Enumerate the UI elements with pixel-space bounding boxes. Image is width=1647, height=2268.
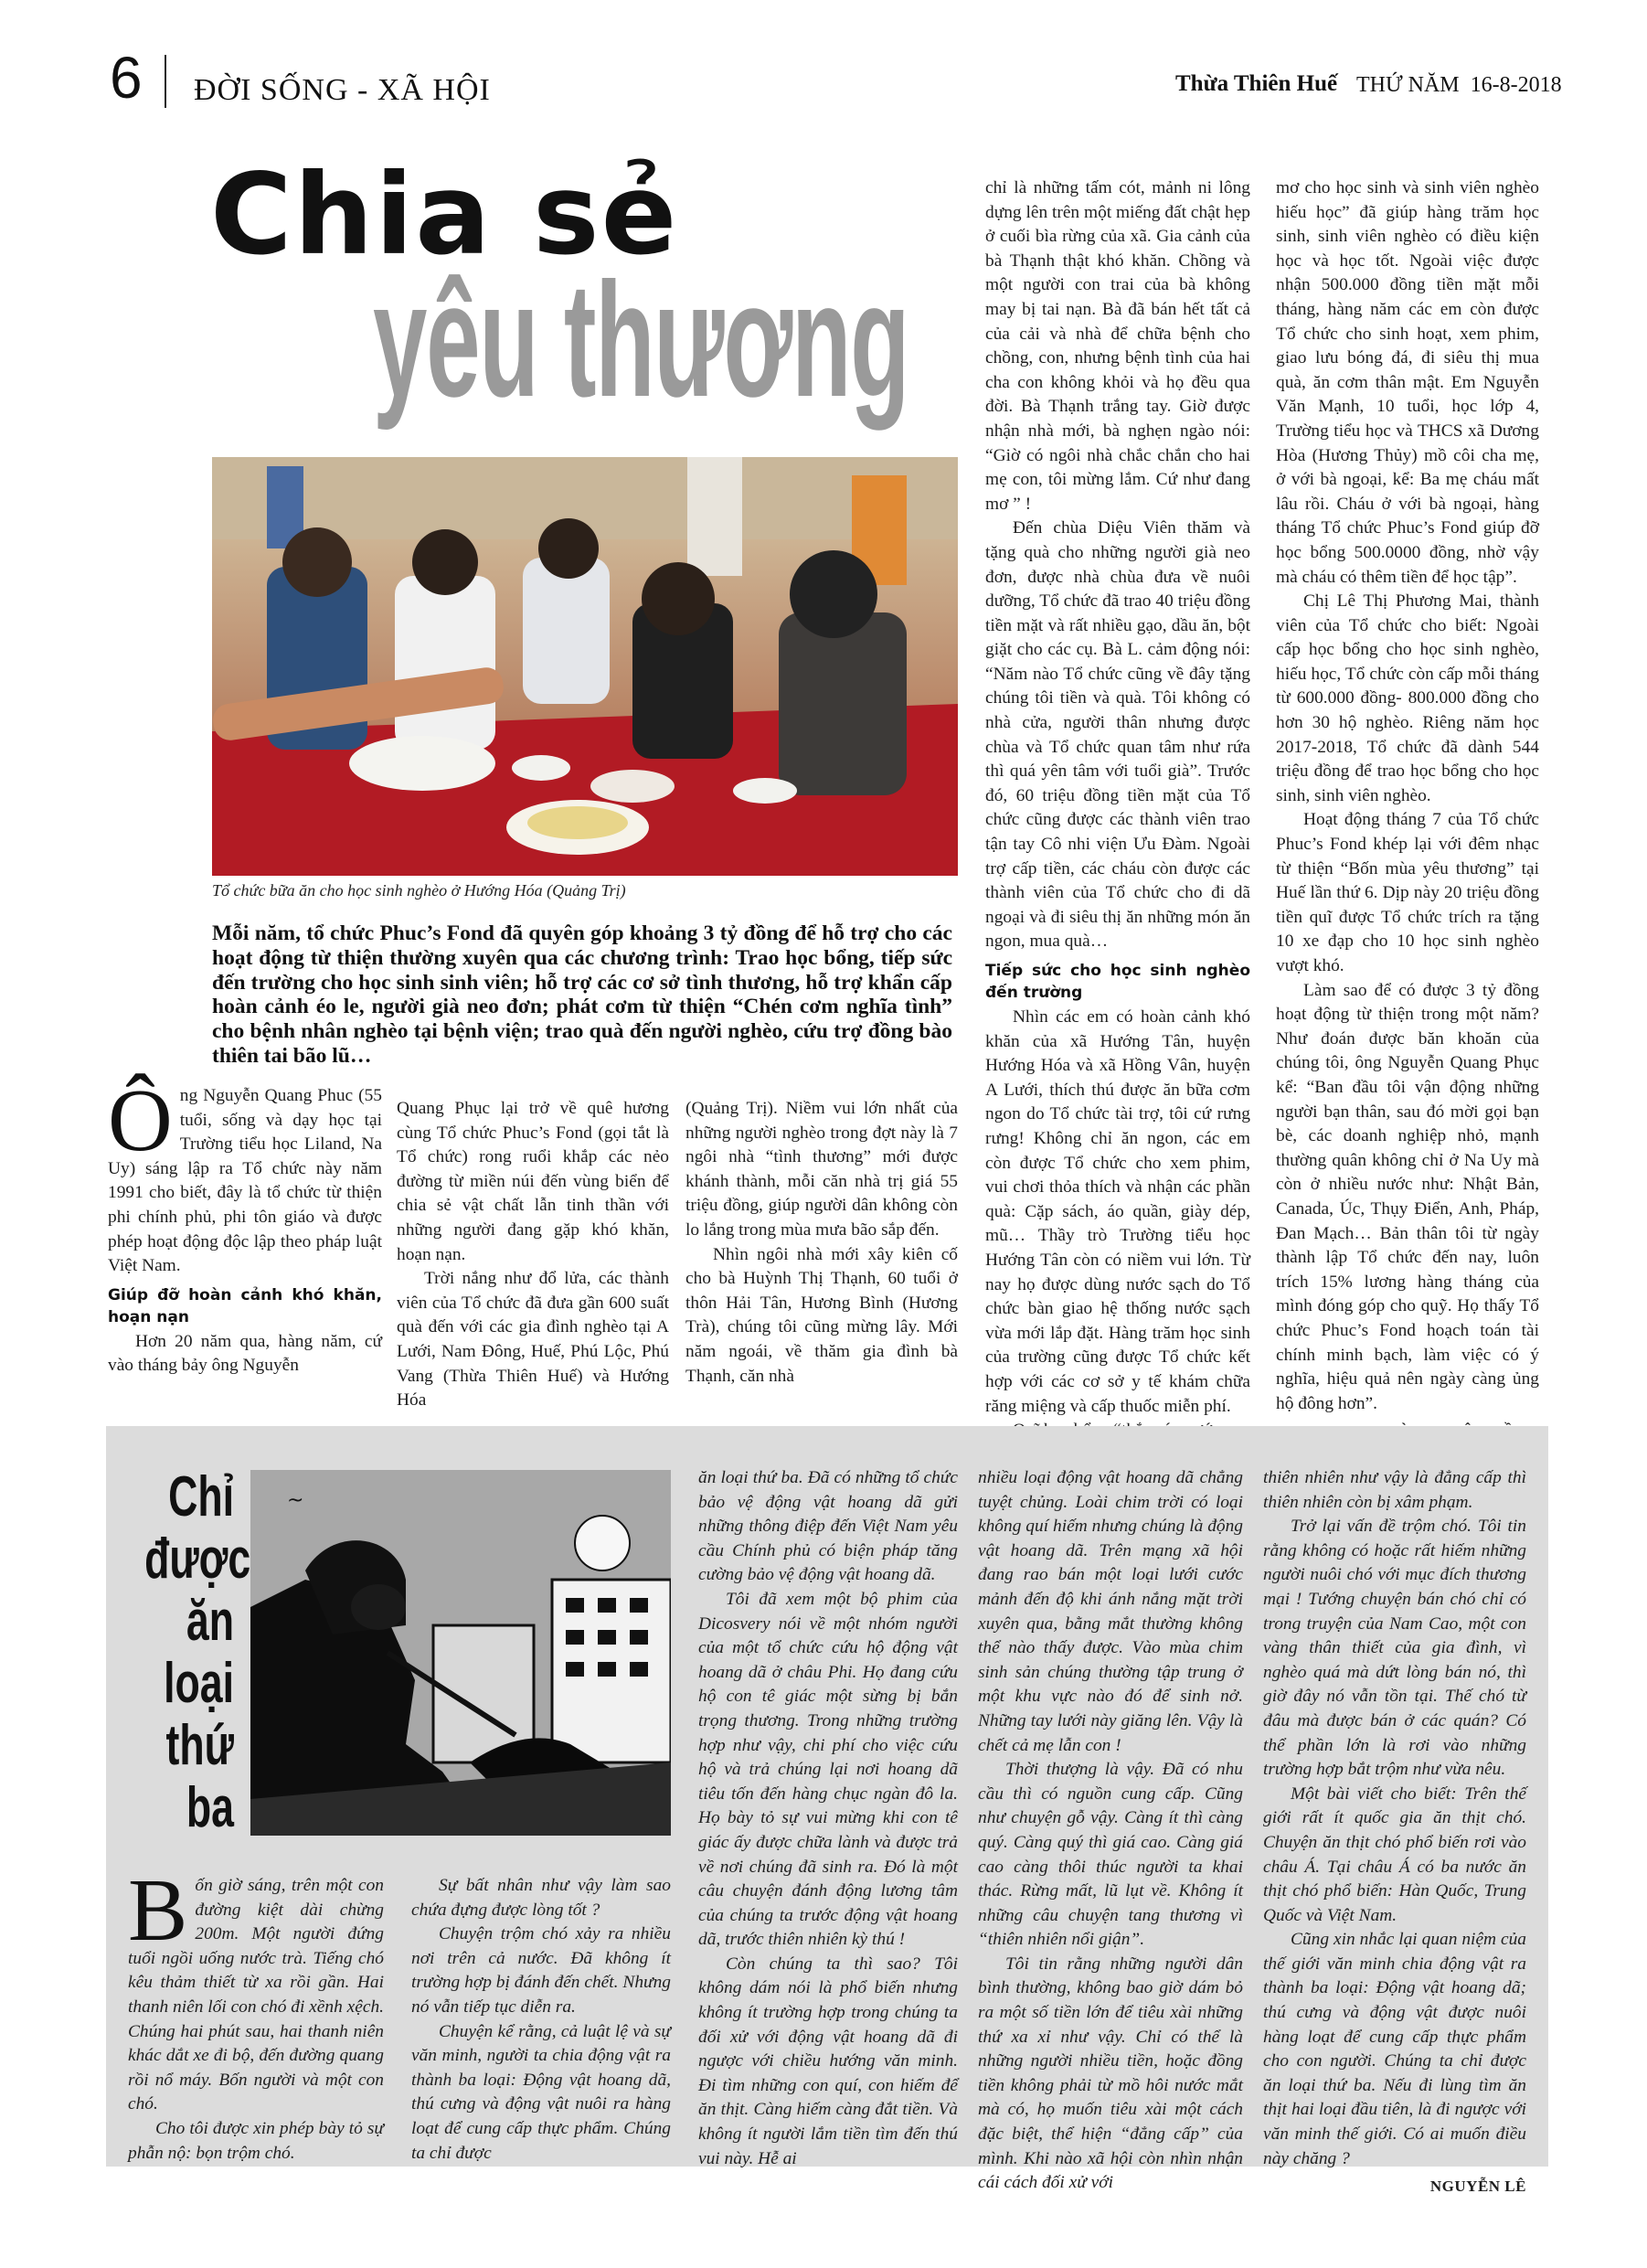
article2-author: NGUYỄN LÊ — [1429, 2177, 1526, 2196]
article2-col5-paragraph4: Cũng xin nhắc lại quan niệm của thế giới văn minh chia động vật ra thành ba loại: Động vật hoang dã; thú cưng và động vật được nuôi hàng loạt để cung cấp thực phẩm cho con người. Chúng ta chỉ được ăn loại thứ ba. Nếu đi lùng tìm ăn thịt hai loại đầu tiên, là đi ngược với văn minh thế giới. Có ai muốn điều này chăng ? — [1263, 1930, 1526, 2168]
article2-title-line6: ba — [186, 1776, 234, 1839]
article1-col1-paragraph1: ng Nguyễn Quang Phuc (55 tuổi, sống và dạy học tại Trường tiểu học Liland, Na Uy) sáng lập ra Tổ chức này năm 1991 cho biết, đây là tổ chức từ thiện phi chính phủ, phi tôn giáo và được phép hoạt động độc lập theo pháp luật Việt Nam. — [108, 1086, 382, 1276]
section-title: ĐỜI SỐNG - XÃ HỘI — [194, 73, 491, 107]
article2-column5 — [1263, 1466, 1526, 2199]
article2-column3 — [698, 1466, 958, 2171]
article1-photo — [212, 457, 958, 876]
article1-col3-paragraph1: (Quảng Trị). Niềm vui lớn nhất của những người nghèo trong đợt này là 7 ngôi nhà “tình thương” mới được khánh thành, mỗi căn nhà trị giá 55 triệu đồng, giúp người dân không còn lo lắng trong mùa mưa bão sắp đến. — [685, 1099, 958, 1240]
article1-col5-paragraph3: Hoạt động tháng 7 của Tổ chức Phuc’s Fond khép lại với đêm nhạc từ thiện “Bốn mùa yêu thương” tại Huế lần thứ 6. Dịp này 20 triệu đồng tiền quĩ được Tổ chức trích ra tặng 10 xe đạp cho 10 học sinh nghèo vượt khó. — [1276, 810, 1539, 975]
header-divider — [165, 55, 166, 108]
children-eating-photo-icon — [212, 457, 958, 876]
article1-column2 — [397, 1097, 669, 1413]
article1-photo-caption: Tổ chức bữa ăn cho học sinh nghèo ở Hướng Hóa (Quảng Trị) — [212, 881, 626, 900]
svg-text:~: ~ — [287, 1489, 304, 1512]
article1-column4 — [985, 176, 1250, 1443]
article2-col2-paragraph2: Chuyện trộm chó xảy ra nhiều nơi trên cả nước. Đã không ít trường hợp bị đánh đến chết. Nhưng nó vẫn tiếp tục diễn ra. — [411, 1924, 671, 2017]
issue-date: THỨ NĂM 16-8-2018 — [1356, 73, 1562, 97]
article2-col5-paragraph1: thiên nhiên như vậy là đẳng cấp thì thiên nhiên còn bị xâm phạm. — [1263, 1468, 1526, 1512]
article2-col3-paragraph1: ăn loại thứ ba. Đã có những tổ chức bảo vệ động vật hoang dã gửi những thông điệp đến Việt Nam yêu cầu Chính phủ có biện pháp tăng cường bảo vệ động vật hoang dã. — [698, 1468, 958, 1585]
article2-col4-paragraph1: nhiều loại động vật hoang dã chẳng tuyệt chủng. Loài chim trời có loại không quí hiếm nhưng chúng là động vật hoang dã. Trên mạng xã hội đang rao bán một loại lưới cước mảnh đến độ khi ánh nắng mặt trời xuyên qua, bằng mắt thường không thể nào thấy được. Vào mùa chim sinh sản chúng thường tập trung ở một khu vực nào đó để sinh nở. Những tay lưới này giăng lên. Vậy là chết cả mẹ lẫn con ! — [978, 1468, 1243, 1755]
article1-column1 — [108, 1071, 382, 1379]
article1-col5-paragraph2: Chị Lê Thị Phương Mai, thành viên của Tổ chức cho biết: Ngoài cấp học bổng cho học sinh nghèo, hiếu học, Tổ chức còn cấp mỗi tháng từ 600.000 đồng- 800.000 đồng cho hơn 30 hộ nghèo. Riêng năm học 2017-2018, Tổ chức đã dành 544 triệu đồng để trao học bổng cho học sinh, sinh viên nghèo. — [1276, 591, 1539, 805]
article1-col5-paragraph1: mơ cho học sinh và sinh viên nghèo hiếu học” đã giúp hàng trăm học sinh, sinh viên nghèo có điều kiện học và học tốt. Ngoài việc được nhận 500.000 đồng tiền mặt mỗi tháng, hàng năm các em còn được Tổ chức cho sinh hoạt, xem phim, giao lưu bóng đá, đi siêu thị mua quà, ăn cơm thân mật. Em Nguyễn Văn Mạnh, 10 tuổi, học lớp 4, Trường tiểu học và THCS xã Dương Hòa (Hương Thủy) mồ côi cha mẹ, ở với bà ngoại, kể: Ba mẹ cháu mất lâu rồi. Cháu ở với bà ngoại, hàng tháng Tổ chức Phuc’s Fond giúp đỡ học bổng 500.0000 đồng, nhờ vậy mà cháu có thêm tiền để học tập”. — [1276, 178, 1539, 587]
article1-col4-paragraph1: chỉ là những tấm cót, mảnh ni lông dựng lên trên một miếng đất chật hẹp ở cuối bìa rừng của xã. Gia cảnh của bà Thạnh thật khó khăn. Chồng và một người con trai của bà không may bị tai nạn. Bà đã bán hết tất cả của cải và nhà để chữa bệnh cho chồng, con, nhưng bệnh tình của hai cha con không khỏi và họ đều qua đời. Bà Thạnh trắng tay. Giờ được nhận nhà mới, bà nghẹn ngào nói: “Giờ có ngôi nhà chắc chắn cho hai mẹ con, tôi mừng lắm. Cứ như đang mơ ” ! — [985, 178, 1250, 514]
article2-title-line2: được — [144, 1528, 251, 1591]
article2-col4-paragraph2: Thời thượng là vậy. Đã có nhu cầu thì có nguồn cung cấp. Cũng như chuyện gỗ vậy. Càng ít thì càng quý. Càng quý thì giá cao. Càng giá cao càng thôi thúc người ta khai thác. Rừng mất, lũ lụt về. Không ít những câu chuyện tang thương vì “thiên nhiên nổi giận”. — [978, 1760, 1243, 1950]
dog-theft-illustration-icon — [250, 1470, 671, 1836]
article2-col3-paragraph2: Tôi đã xem một bộ phim của Dicosvery nói về một nhóm người của một tổ chức cứu hộ động vật hoang dã ở châu Phi. Họ đang cứu hộ con tê giác một sừng bị bắn trọng thương. Trong những trường hợp như vậy, chi phí cho việc cứu hộ và trả chúng lại nơi hoang dã tiêu tốn đến hàng chục ngàn đô la. Họ bày tỏ sự vui mừng khi con tê giác ấy được chữa lành và được trả về nơi chúng đã sinh ra. Đó là một câu chuyện đánh động lương tâm của chúng ta trước động vật hoang dã, trước thiên nhiên kỳ thú ! — [698, 1589, 958, 1950]
article2-title-line5: thứ — [165, 1714, 234, 1777]
article1-subhead-school: Tiếp sức cho học sinh nghèo đến trường — [985, 962, 1250, 1002]
article2-dropcap: B — [128, 1861, 188, 1960]
article2-col2-paragraph1: Sự bất nhân như vậy làm sao chứa đựng được lòng tốt ? — [411, 1876, 671, 1920]
article2-col5-paragraph3: Một bài viết cho biết: Trên thế giới rất ít quốc gia ăn thịt chó. Chuyện ăn thịt chó phổ biến rơi vào châu Á. Tại châu Á có ba nước ăn thịt chó phổ biến: Hàn Quốc, Trung Quốc và Việt Nam. — [1263, 1784, 1526, 1925]
article2-illustration — [250, 1470, 671, 1836]
article1-col3-paragraph2: Nhìn ngôi nhà mới xây kiên cố cho bà Huỳnh Thị Thạnh, 60 tuổi ở thôn Hải Tân, Hương Bình (Hương Trà), chúng tôi cũng mừng lây. Mới năm ngoái, về thăm gia đình bà Thạnh, căn nhà — [685, 1244, 958, 1386]
article1-column5 — [1276, 176, 1539, 1444]
article2-title-line3: ăn — [186, 1590, 234, 1653]
article1-lead: Mỗi năm, tổ chức Phuc’s Fond đã quyên góp khoảng 3 tỷ đồng để hỗ trợ cho các hoạt động từ thiện thường xuyên qua các chương trình: Trao học bổng, tiếp sức đến trường cho học sinh sinh viên; hỗ trợ các cơ sở tình thương, hỗ trợ khẩn cấp hoàn cảnh éo le, người già neo đơn; phát cơm từ thiện “Chén cơm nghĩa tình” cho bệnh nhân nghèo tại bệnh viện; trao quà đến người nghèo, cứu trợ đồng bào thiên tai bão lũ… — [212, 921, 952, 1068]
article2-col2-paragraph3: Chuyện kể rằng, cả luật lệ và sự văn minh, người ta chia động vật ra thành ba loại: Động vật hoang dã, thú cưng và động vật nuôi ra hàng loạt để cung cấp thực phẩm. Chúng ta chỉ được — [411, 2021, 671, 2163]
page-number: 6 — [110, 45, 143, 111]
article2-title — [110, 1465, 251, 1839]
article1-col1-paragraph2: Hơn 20 năm qua, hàng năm, cứ vào tháng bảy ông Nguyễn — [108, 1331, 382, 1376]
article2-col5-paragraph2: Trở lại vấn đề trộm chó. Tôi tin rằng không có hoặc rất hiếm những người nuôi chó với mục đích thương mại ! Tướng chuyện bán chó chỉ có trong truyện của Nam Cao, một con vàng thân thiết của gia đình, vì nghèo quá mà dứt lòng bán nó, thì giờ đây nó vẫn tồn tại. Thế chó từ đâu mà được bán ở các quán? Có thể phần lớn là rơi vào những trường hợp bắt trộm như vừa nêu. — [1263, 1517, 1526, 1780]
article1-col2-paragraph2: Trời nắng như đổ lửa, các thành viên của Tổ chức đã đưa gần 600 suất quà đến với các gia đình nghèo tại A Lưới, Nam Đông, Huế, Phú Lộc, Phú Vang (Thừa Thiên Huế) và Hướng Hóa — [397, 1269, 669, 1411]
newspaper-name: Thừa Thiên Huế — [1175, 71, 1338, 96]
article1-title-line2: yêu thương — [373, 249, 909, 431]
article1-dropcap: Ô — [108, 1071, 173, 1170]
article1-title-line1: Chia sẻ — [210, 150, 679, 280]
article1-col4-paragraph3: Nhìn các em có hoàn cảnh khó khăn của xã Hướng Tân, huyện Hướng Hóa và xã Hồng Vân, huyện A Lưới, thích thú được ăn bữa cơm ngon do Tổ chức tài trợ, tôi cứ rưng rưng! Không chỉ ăn ngon, các em còn được Tổ chức cho xem phim, vui chơi thỏa thích và nhận các phần quà: Cặp sách, áo quần, giày dép, mũ… Thầy trò Trường tiểu học Hướng Tân còn có niềm vui lớn. Từ nay họ được dùng nước sạch do Tổ chức bàn giao hệ thống nước sạch vừa mới lắp đặt. Hàng trăm học sinh của trường cũng được Tổ chức kết hợp với các cơ sở y tế khám chữa răng miệng và cấp thuốc miễn phí. — [985, 1007, 1250, 1416]
article2-col1-paragraph1: ốn giờ sáng, trên một con đường kiệt dài chừng 200m. Một người đứng tuổi ngồi uống nước trà. Tiếng chó kêu thảm thiết từ xa rồi gần. Hai thanh niên lối con chó đi xềnh xệch. Chúng hai phút sau, hai thanh niên khác dắt xe đi bộ, đến đường quang rồi nổ máy. Bốn người và một con chó. — [128, 1876, 384, 2114]
article1-col2-paragraph1: Quang Phục lại trở về quê hương cùng Tổ chức Phuc’s Fond (gọi tắt là Tổ chức) rong ruổi khắp các nẻo đường từ miền núi đến vùng biển để chia sẻ vật chất lẫn tinh thần với những người đang gặp khó khăn, hoạn nạn. — [397, 1099, 669, 1264]
article2-col3-paragraph3: Còn chúng ta thì sao? Tôi không dám nói là phổ biến nhưng không ít trường hợp trong chúng ta đối xử với động vật hoang dã đi ngược với chiều hướng văn minh. Đi tìm những con quí, con hiếm để ăn thịt. Càng hiếm càng đắt tiền. Và không ít người lắm tiền tìm đến thú vui này. Hễ ai — [698, 1954, 958, 2168]
article2-title-line1: Chỉ — [168, 1465, 234, 1528]
article1-column3 — [685, 1097, 958, 1389]
article2-title-line4: loại — [164, 1652, 234, 1715]
article2-column1 — [128, 1861, 384, 2166]
article2-column4 — [978, 1466, 1243, 2196]
article1-subhead-help: Giúp đỡ hoàn cảnh khó khăn, hoạn nạn — [108, 1285, 382, 1326]
article1-col5-paragraph4: Làm sao để có được 3 tỷ đồng hoạt động từ thiện trong một năm? Như đoán được băn khoăn của chúng tôi, ông Nguyễn Quang Phục kể: “Ban đầu tôi vận động những người bạn thân, sau đó mời gọi bạn bè, các doanh nghiệp nhỏ, mạnh thường quân không chỉ ở Na Uy mà còn ở nhiều nước như: Nhật Bản, Canada, Úc, Thụy Điển, Anh, Pháp, Đan Mạch… Bản thân tôi từ ngày thành lập Tổ chức đến nay, luôn trích 15% lương hàng tháng của mình đóng góp cho quỹ. Họ thấy Tổ chức Phuc’s Fond hoạch toán tài chính minh bạch, làm việc có ý nghĩa, hiệu quả nên ngày càng ủng hộ đông hơn”. — [1276, 980, 1539, 1413]
article2-col1-paragraph2: Cho tôi được xin phép bày tỏ sự phẫn nộ: bọn trộm chó. — [128, 2118, 384, 2163]
article2-col4-paragraph3: Tôi tin rằng những người dân bình thường, không bao giờ dám bỏ ra một số tiền lớn để tiêu xài những thứ xa xỉ như vậy. Chỉ có thể là những người nhiều tiền, hoặc đồng tiền không phải từ mồ hôi nước mắt mà có, họ muốn tiêu xài một cách đặc biệt, thể hiện “đẳng cấp” của mình. Khi nào xã hội còn nhìn nhận cái cách đối xử với — [978, 1954, 1243, 2193]
article2-column2 — [411, 1874, 671, 2166]
article1-col4-paragraph2: Đến chùa Diệu Viên thăm và tặng quà cho những người già neo đơn, được nhà chùa đưa về nuôi dưỡng, Tổ chức đã trao 40 triệu đồng tiền mặt và rất nhiều gạo, dầu ăn, bột giặt cho các cụ. Bà L. cảm động nói: “Năm nào Tổ chức cũng về đây tặng chúng tôi tiền và quà. Tôi không có nhà cửa, người thân nhưng được chùa và Tổ chức quan tâm như rứa thì quá yên tâm với tuổi già”. Trước đó, 60 triệu đồng tiền mặt của Tổ chức cũng được các thành viên trao tận tay Cô nhi viện Ưu Đàm. Ngoài trợ cấp tiền, các cháu còn được các thành viên của Tổ chức cho đi dã ngoại và đi siêu thị ăn những món ăn ngon, mua quà… — [985, 518, 1250, 952]
